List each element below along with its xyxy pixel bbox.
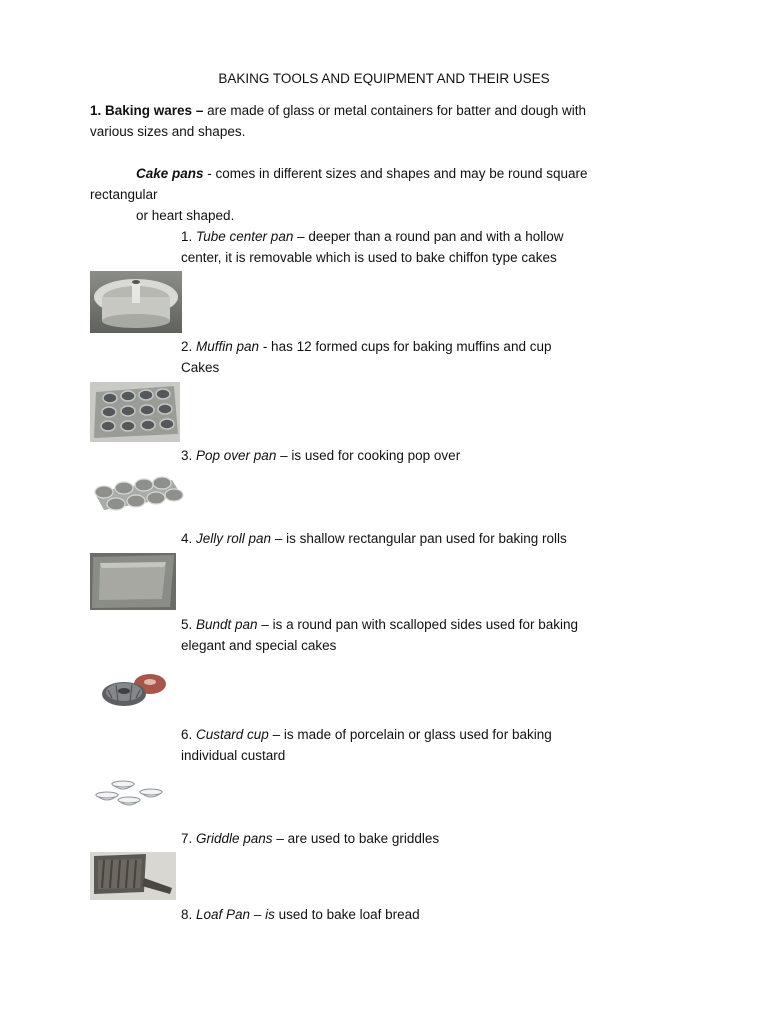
list-item: 1. Tube center pan – deeper than a round pan and with a hollow [181,229,564,244]
cake-pans-text-3: or heart shaped. [136,208,235,223]
list-item-cont: elegant and special cakes [181,638,337,653]
item-name: Tube center pan [196,229,294,244]
list-item: 8. Loaf Pan – is used to bake loaf bread [181,907,420,922]
list-item-cont: Cakes [181,360,220,375]
section-text: are made of glass or metal containers for batter and dough with [203,103,587,118]
section-heading: 1. Baking wares – [90,103,204,118]
item-name: Jelly roll pan [196,531,272,546]
item-name: Bundt pan [196,617,258,632]
list-item: 5. Bundt pan – is a round pan with scalloped sides used for baking [181,617,579,632]
list-item: 7. Griddle pans – are used to bake griddles [181,831,440,846]
item-name: Loaf Pan – [196,907,266,922]
page-title: BAKING TOOLS AND EQUIPMENT AND THEIR USES [218,71,550,86]
list-item: 3. Pop over pan – is used for cooking pop over [181,448,461,463]
cake-pans-text-2: rectangular [90,187,158,202]
section-baking-wares [90,100,586,121]
cake-pans-line [136,163,588,184]
item-name: Griddle pans [196,831,273,846]
tube-center-pan-photo [90,271,182,333]
bundt-pan-photo [96,668,170,710]
cake-pans-text: - comes in different sizes and shapes and may be round square [203,166,588,181]
custard-cups-photo [94,778,174,812]
jelly-roll-pan-photo [90,553,176,610]
griddle-pan-photo [90,852,176,900]
item-name: Muffin pan [196,339,260,354]
cake-pans-term: Cake pans [136,166,204,181]
pop-over-pan-photo [90,474,184,516]
list-item-cont: individual custard [181,748,286,763]
item-name: Pop over pan [196,448,277,463]
section-text-cont: various sizes and shapes. [90,124,246,139]
item-name: Custard cup [196,727,269,742]
list-item: 6. Custard cup – is made of porcelain or glass used for baking [181,727,552,742]
muffin-pan-photo [90,382,180,442]
list-item-cont: center, it is removable which is used to bake chiffon type cakes [181,250,557,265]
list-item: 4. Jelly roll pan – is shallow rectangular pan used for baking rolls [181,531,567,546]
list-item: 2. Muffin pan - has 12 formed cups for baking muffins and cup [181,339,552,354]
